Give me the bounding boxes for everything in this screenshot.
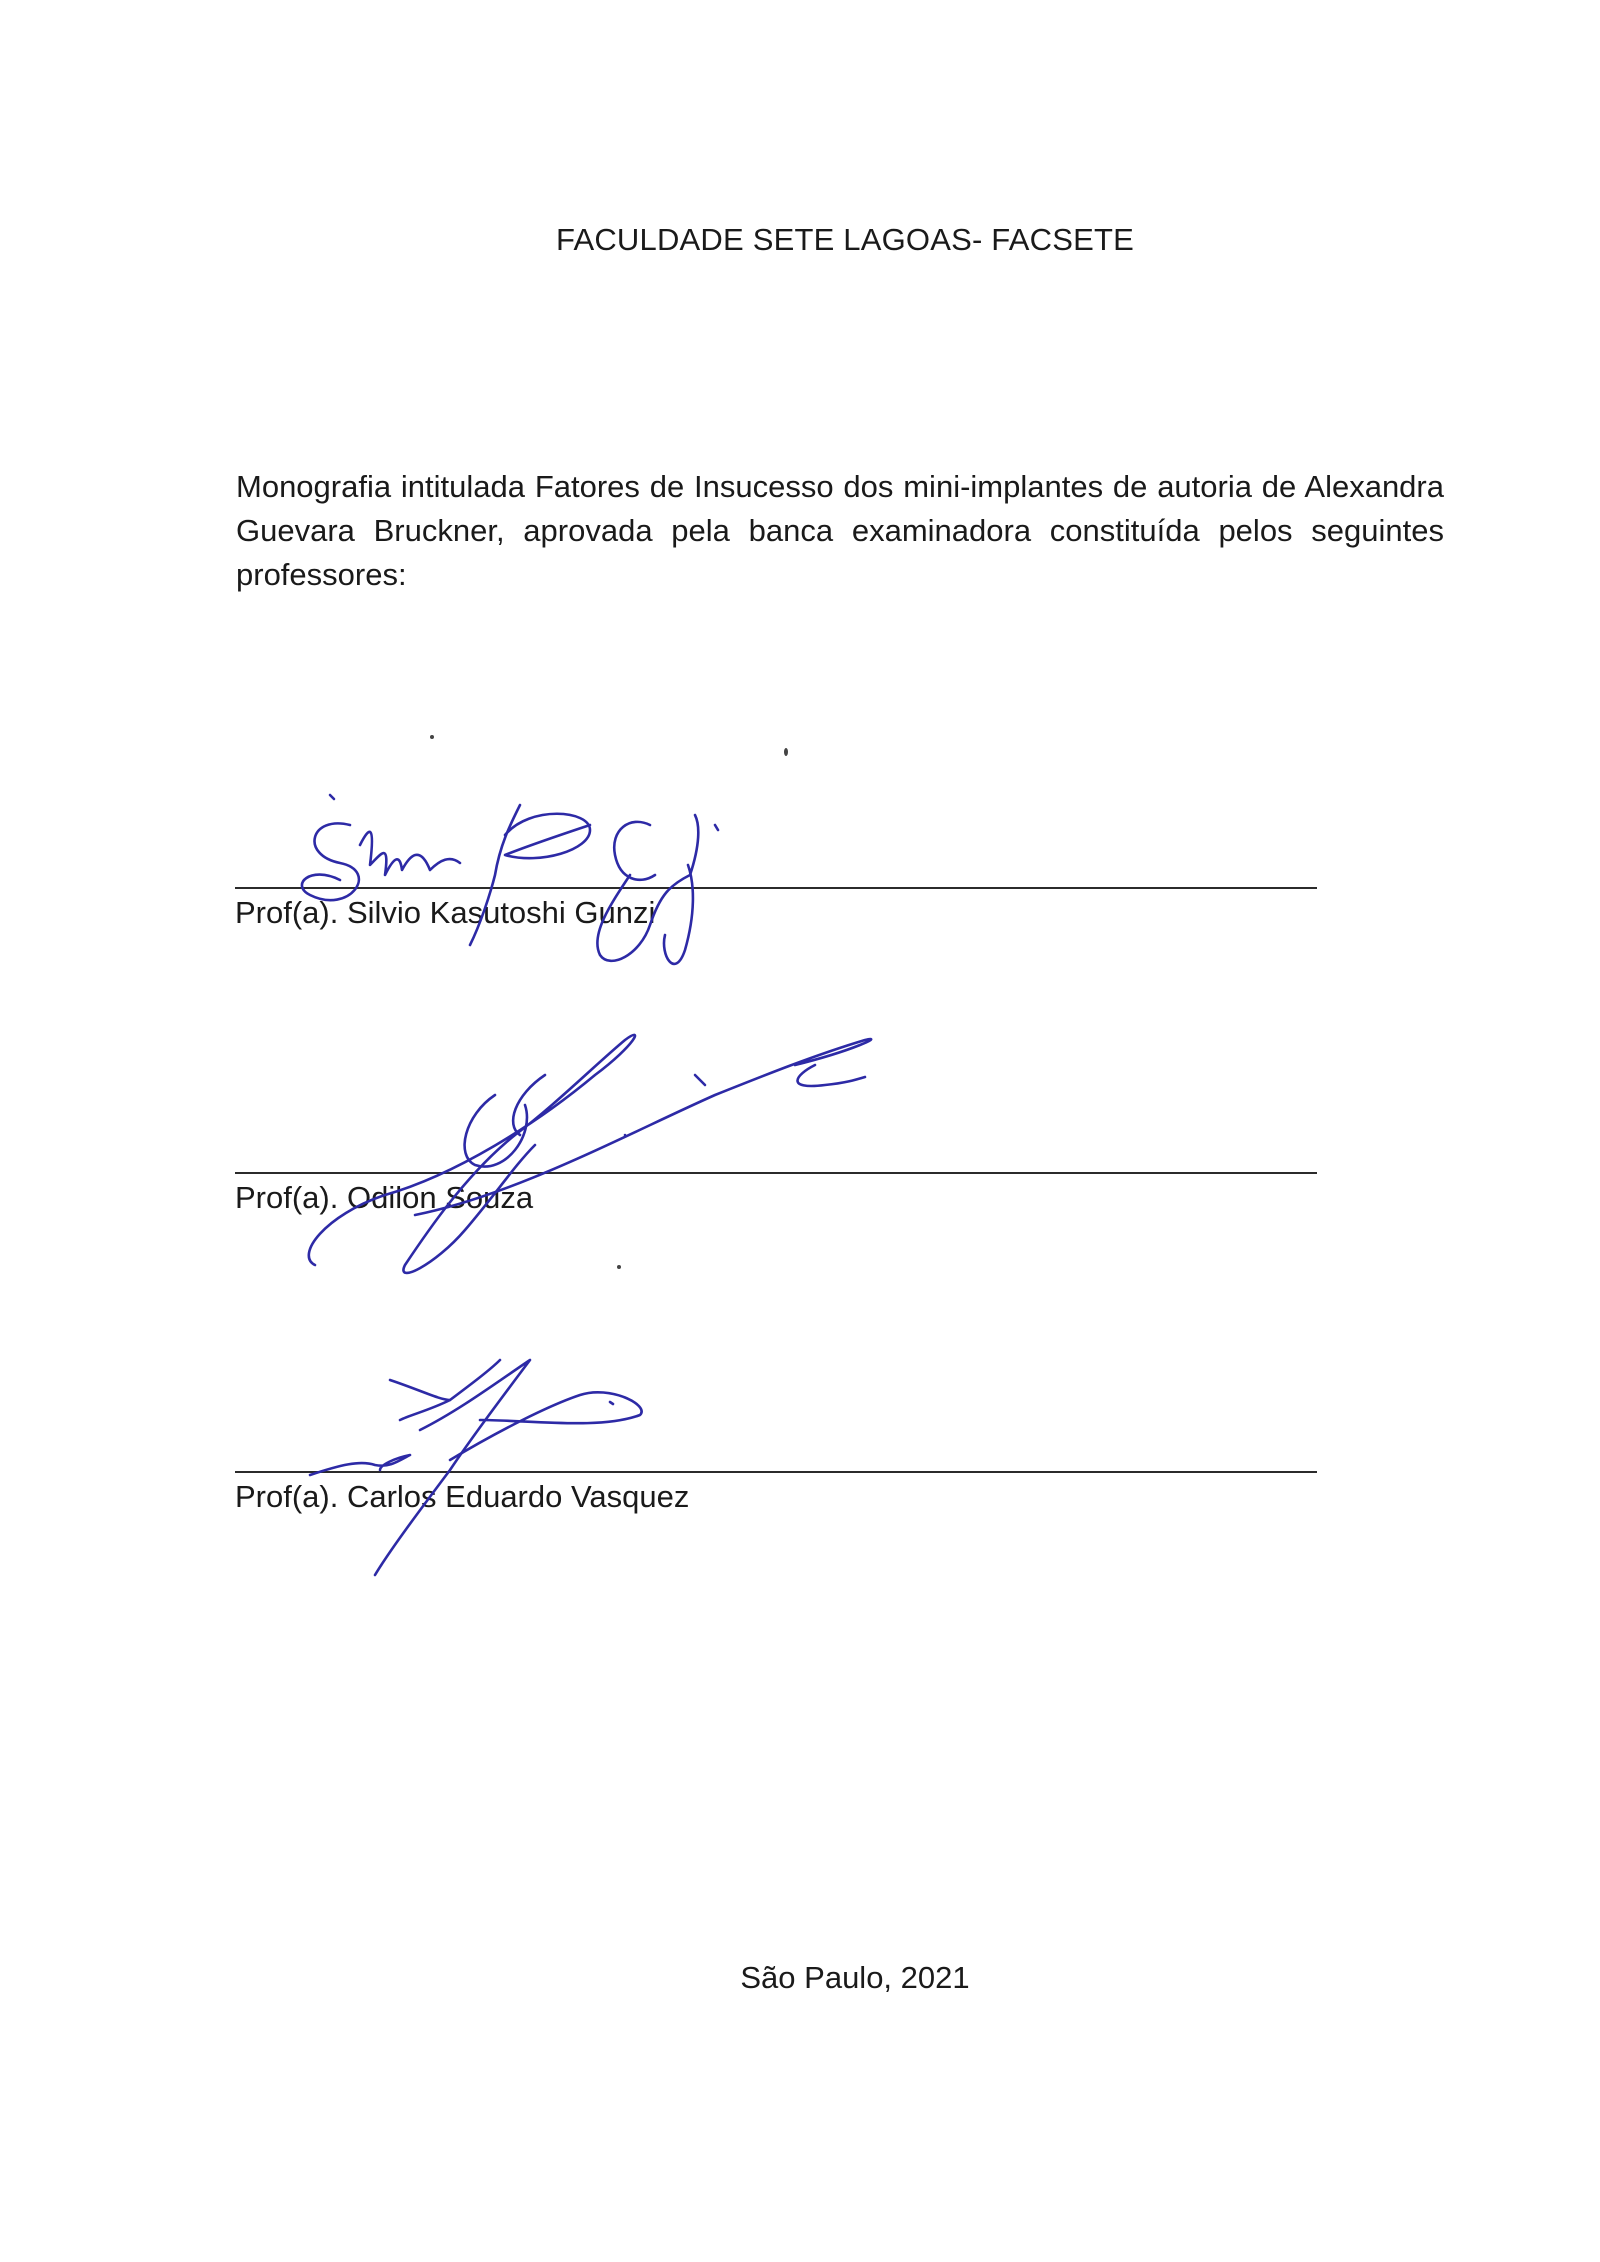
scan-speck bbox=[617, 1265, 621, 1269]
examiner-name: Prof(a). Carlos Eduardo Vasquez bbox=[235, 1479, 690, 1514]
examiner-name: Prof(a). Odilon Souza bbox=[235, 1180, 534, 1215]
institution-name: FACULDADE SETE LAGOAS- FACSETE bbox=[556, 222, 1134, 257]
examiner-name: Prof(a). Silvio Kasutoshi Gunzi bbox=[235, 895, 656, 930]
scan-speck bbox=[430, 735, 434, 739]
place-and-date: São Paulo, 2021 bbox=[740, 1960, 970, 1995]
approval-statement: Monografia intitulada Fatores de Insucesso dos mini-implantes de autoria de Alexandra Guevara Bruckner, aprovada pela banca examinadora constituída pelos seguintes professores: bbox=[236, 469, 1444, 592]
handwritten-signature-3 bbox=[300, 1340, 660, 1580]
handwritten-signature-1 bbox=[290, 785, 760, 985]
handwritten-signature-2 bbox=[295, 1015, 875, 1285]
scan-speck bbox=[784, 748, 788, 756]
